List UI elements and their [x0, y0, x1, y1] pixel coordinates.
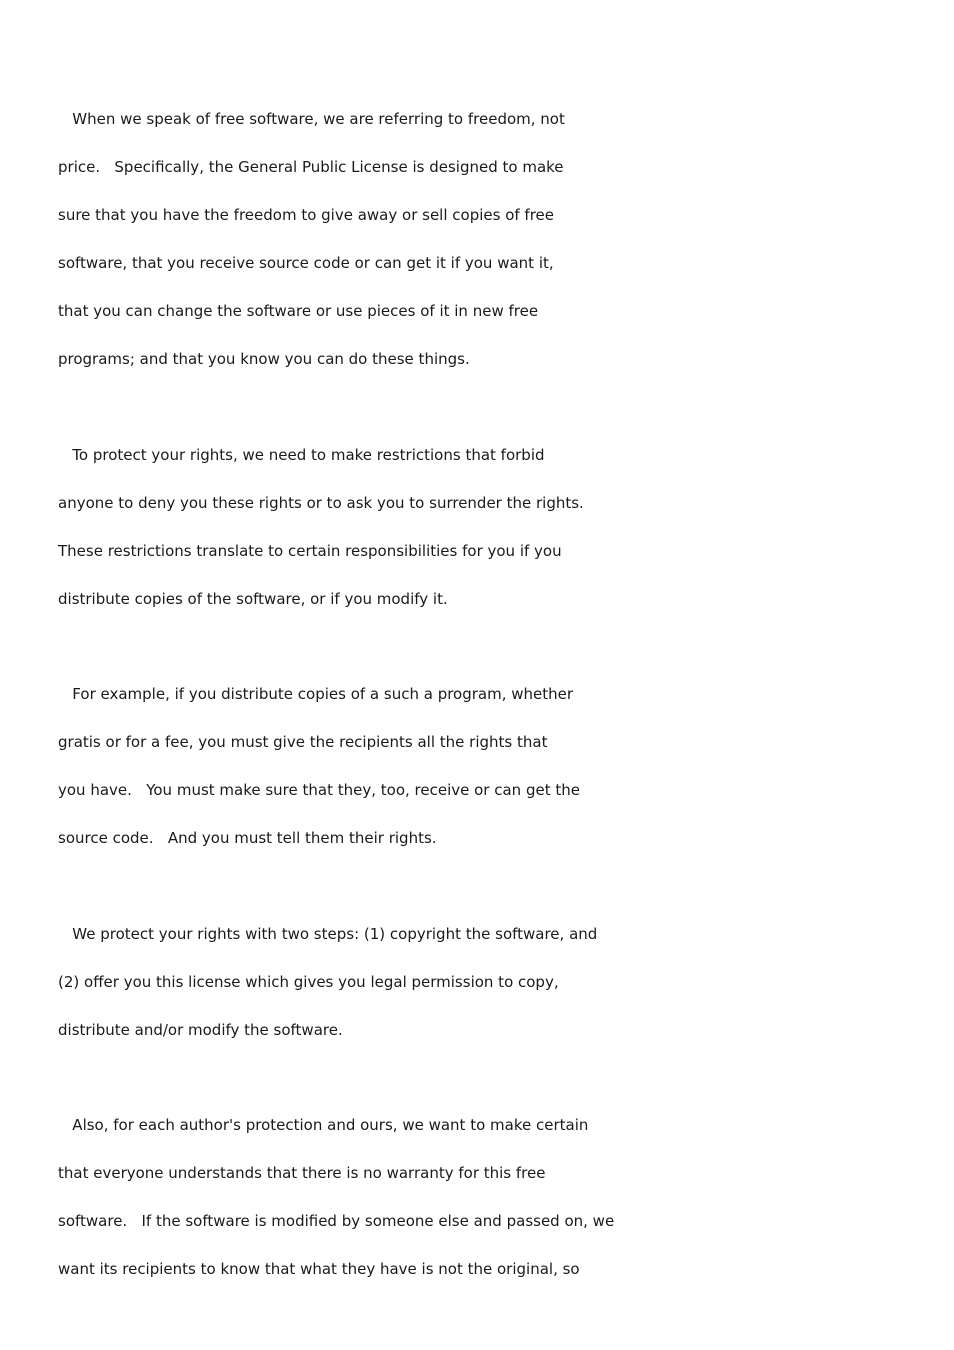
paragraph-no-warranty [58, 1113, 658, 1305]
paragraph-two-steps [58, 922, 658, 1066]
text-line: source code. And you must tell them their rights. [58, 829, 437, 847]
text-line: (2) offer you this license which gives you legal permission to copy, [58, 973, 559, 991]
paragraph-free-software [58, 107, 658, 395]
text-line: gratis or for a fee, you must give the recipients all the rights that [58, 733, 548, 751]
text-line: distribute copies of the software, or if you modify it. [58, 590, 448, 608]
text-line: software, that you receive source code or can get it if you want it, [58, 254, 554, 272]
text-line: When we speak of free software, we are referring to freedom, not [58, 110, 565, 128]
text-line: you have. You must make sure that they, too, receive or can get the [58, 781, 580, 799]
text-line: distribute and/or modify the software. [58, 1021, 343, 1039]
text-line: that you can change the software or use pieces of it in new free [58, 302, 539, 320]
text-line: anyone to deny you these rights or to ask you to surrender the rights. [58, 494, 584, 512]
text-line: price. Specifically, the General Public License is designed to make [58, 158, 564, 176]
text-line: that everyone understands that there is no warranty for this free [58, 1164, 546, 1182]
text-line: sure that you have the freedom to give away or sell copies of free [58, 206, 554, 224]
text-line: To protect your rights, we need to make restrictions that forbid [58, 446, 545, 464]
text-line: Also, for each author's protection and ours, we want to make certain [58, 1116, 589, 1134]
paragraph-example [58, 682, 658, 874]
text-line: These restrictions translate to certain responsibilities for you if you [58, 542, 562, 560]
paragraph-protect-rights [58, 443, 658, 635]
text-line: software. If the software is modified by someone else and passed on, we [58, 1212, 615, 1230]
text-line: We protect your rights with two steps: (1) copyright the software, and [58, 925, 598, 943]
text-line: programs; and that you know you can do these things. [58, 350, 470, 368]
text-line: For example, if you distribute copies of a such a program, whether [58, 685, 574, 703]
text-line: want its recipients to know that what they have is not the original, so [58, 1260, 580, 1278]
